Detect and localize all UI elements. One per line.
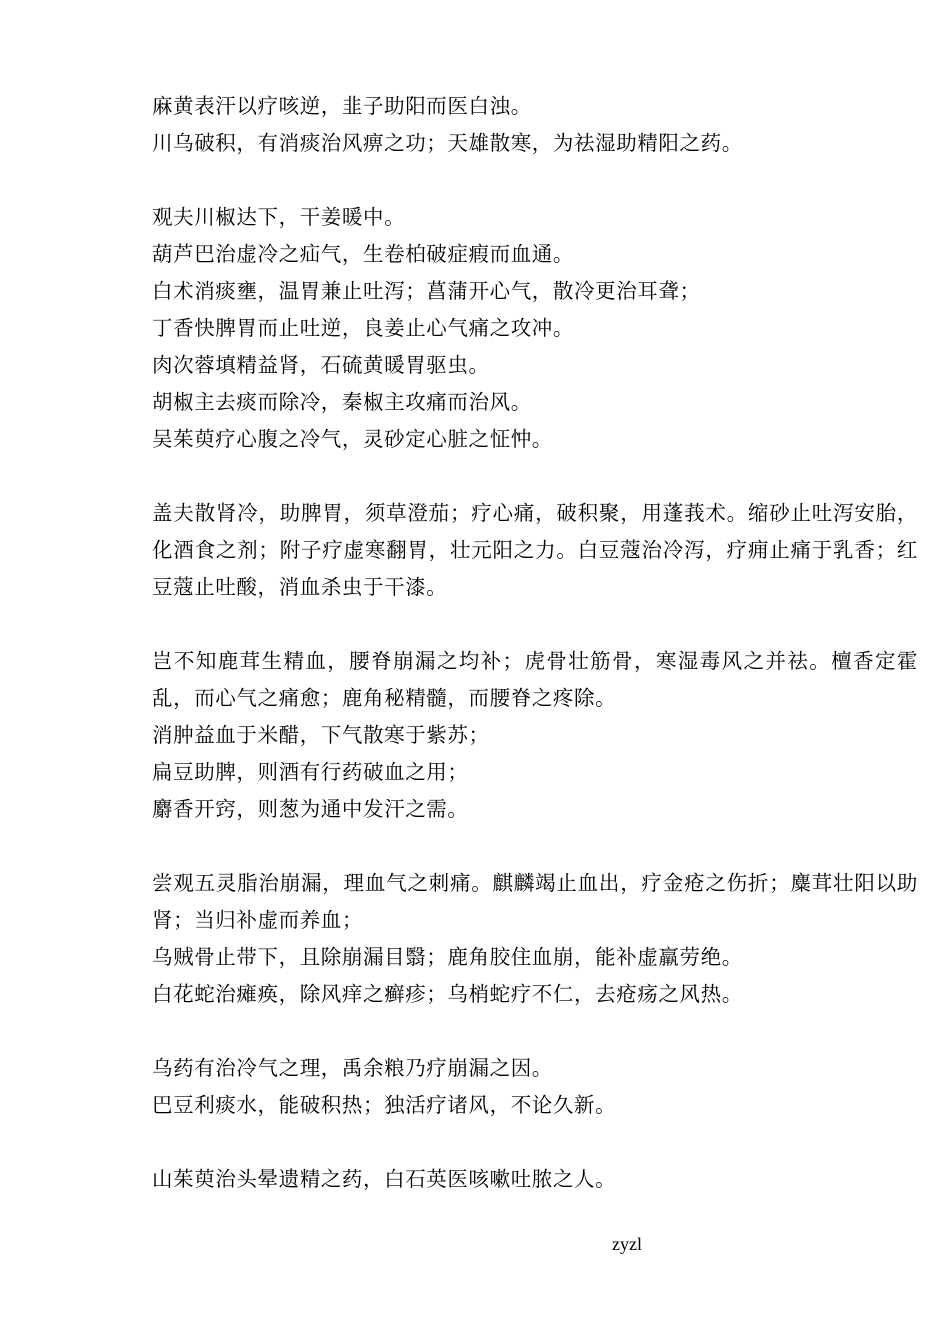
text-paragraph: 岂不知鹿茸生精血，腰脊崩漏之均补；虎骨壮筋骨，寒湿毒风之并祛。檀香定霍乱，而心气之痛愈；鹿角秘精髓，而腰脊之疼除。 [152,649,918,710]
paragraph-block [152,643,918,828]
paragraph-block [152,1161,918,1198]
paragraph-block [152,88,918,162]
paragraph-block [152,865,918,1013]
text-line: 丁香快脾胃而止吐逆，良姜止心气痛之攻冲。 [152,316,574,340]
paragraph-block [152,1050,918,1124]
text-paragraph: 盖夫散肾冷，助脾胃，须草澄茄；疗心痛，破积聚，用蓬莪术。缩砂止吐泻安胎，化酒食之剂；附子疗虚寒翻胃，壮元阳之力。白豆蔻治冷泻，疗痈止痛于乳香；红豆蔻止吐酸，消血杀虫于干漆。 [152,501,918,599]
text-line: 白术消痰壅，温胃兼止吐泻；菖蒲开心气，散冷更治耳聋； [152,279,701,303]
text-line: 乌贼骨止带下，且除崩漏目翳；鹿角胶住血崩，能补虚羸劳绝。 [152,945,743,969]
text-line: 巴豆利痰水，能破积热；独活疗诸风，不论久新。 [152,1093,617,1117]
text-line: 肉次蓉填精益肾，石硫黄暖胃驱虫。 [152,353,490,377]
text-line: 观夫川椒达下，干姜暖中。 [152,205,406,229]
text-line: 吴茱萸疗心腹之冷气，灵砂定心脏之怔忡。 [152,427,553,451]
text-line: 白花蛇治瘫痪，除风痒之癣疹；乌梢蛇疗不仁，去疮疡之风热。 [152,982,743,1006]
text-line: 扁豆助脾，则酒有行药破血之用； [152,760,469,784]
text-line: 乌药有治冷气之理，禹余粮乃疗崩漏之因。 [152,1056,553,1080]
text-paragraph: 尝观五灵脂治崩漏，理血气之刺痛。麒麟竭止血出，疗金疮之伤折；麋茸壮阳以助肾；当归补虚而养血； [152,871,918,932]
paragraph-block [152,199,918,458]
text-line: 山茱萸治头晕遗精之药，白石英医咳嗽吐脓之人。 [152,1167,617,1191]
text-line: 消肿益血于米醋，下气散寒于紫苏； [152,723,490,747]
document-body [152,88,918,1198]
text-line: 葫芦巴治虚冷之疝气，生卷柏破症瘕而血通。 [152,242,574,266]
page-footer-watermark: zyzl [612,1234,642,1254]
text-line: 川乌破积，有消痰治风痹之功；天雄散寒，为祛湿助精阳之药。 [152,131,743,155]
paragraph-block [152,495,918,606]
text-line: 麻黄表汗以疗咳逆，韭子助阳而医白浊。 [152,94,532,118]
text-line: 麝香开窍，则葱为通中发汗之需。 [152,797,469,821]
text-line: 胡椒主去痰而除冷，秦椒主攻痛而治风。 [152,390,532,414]
